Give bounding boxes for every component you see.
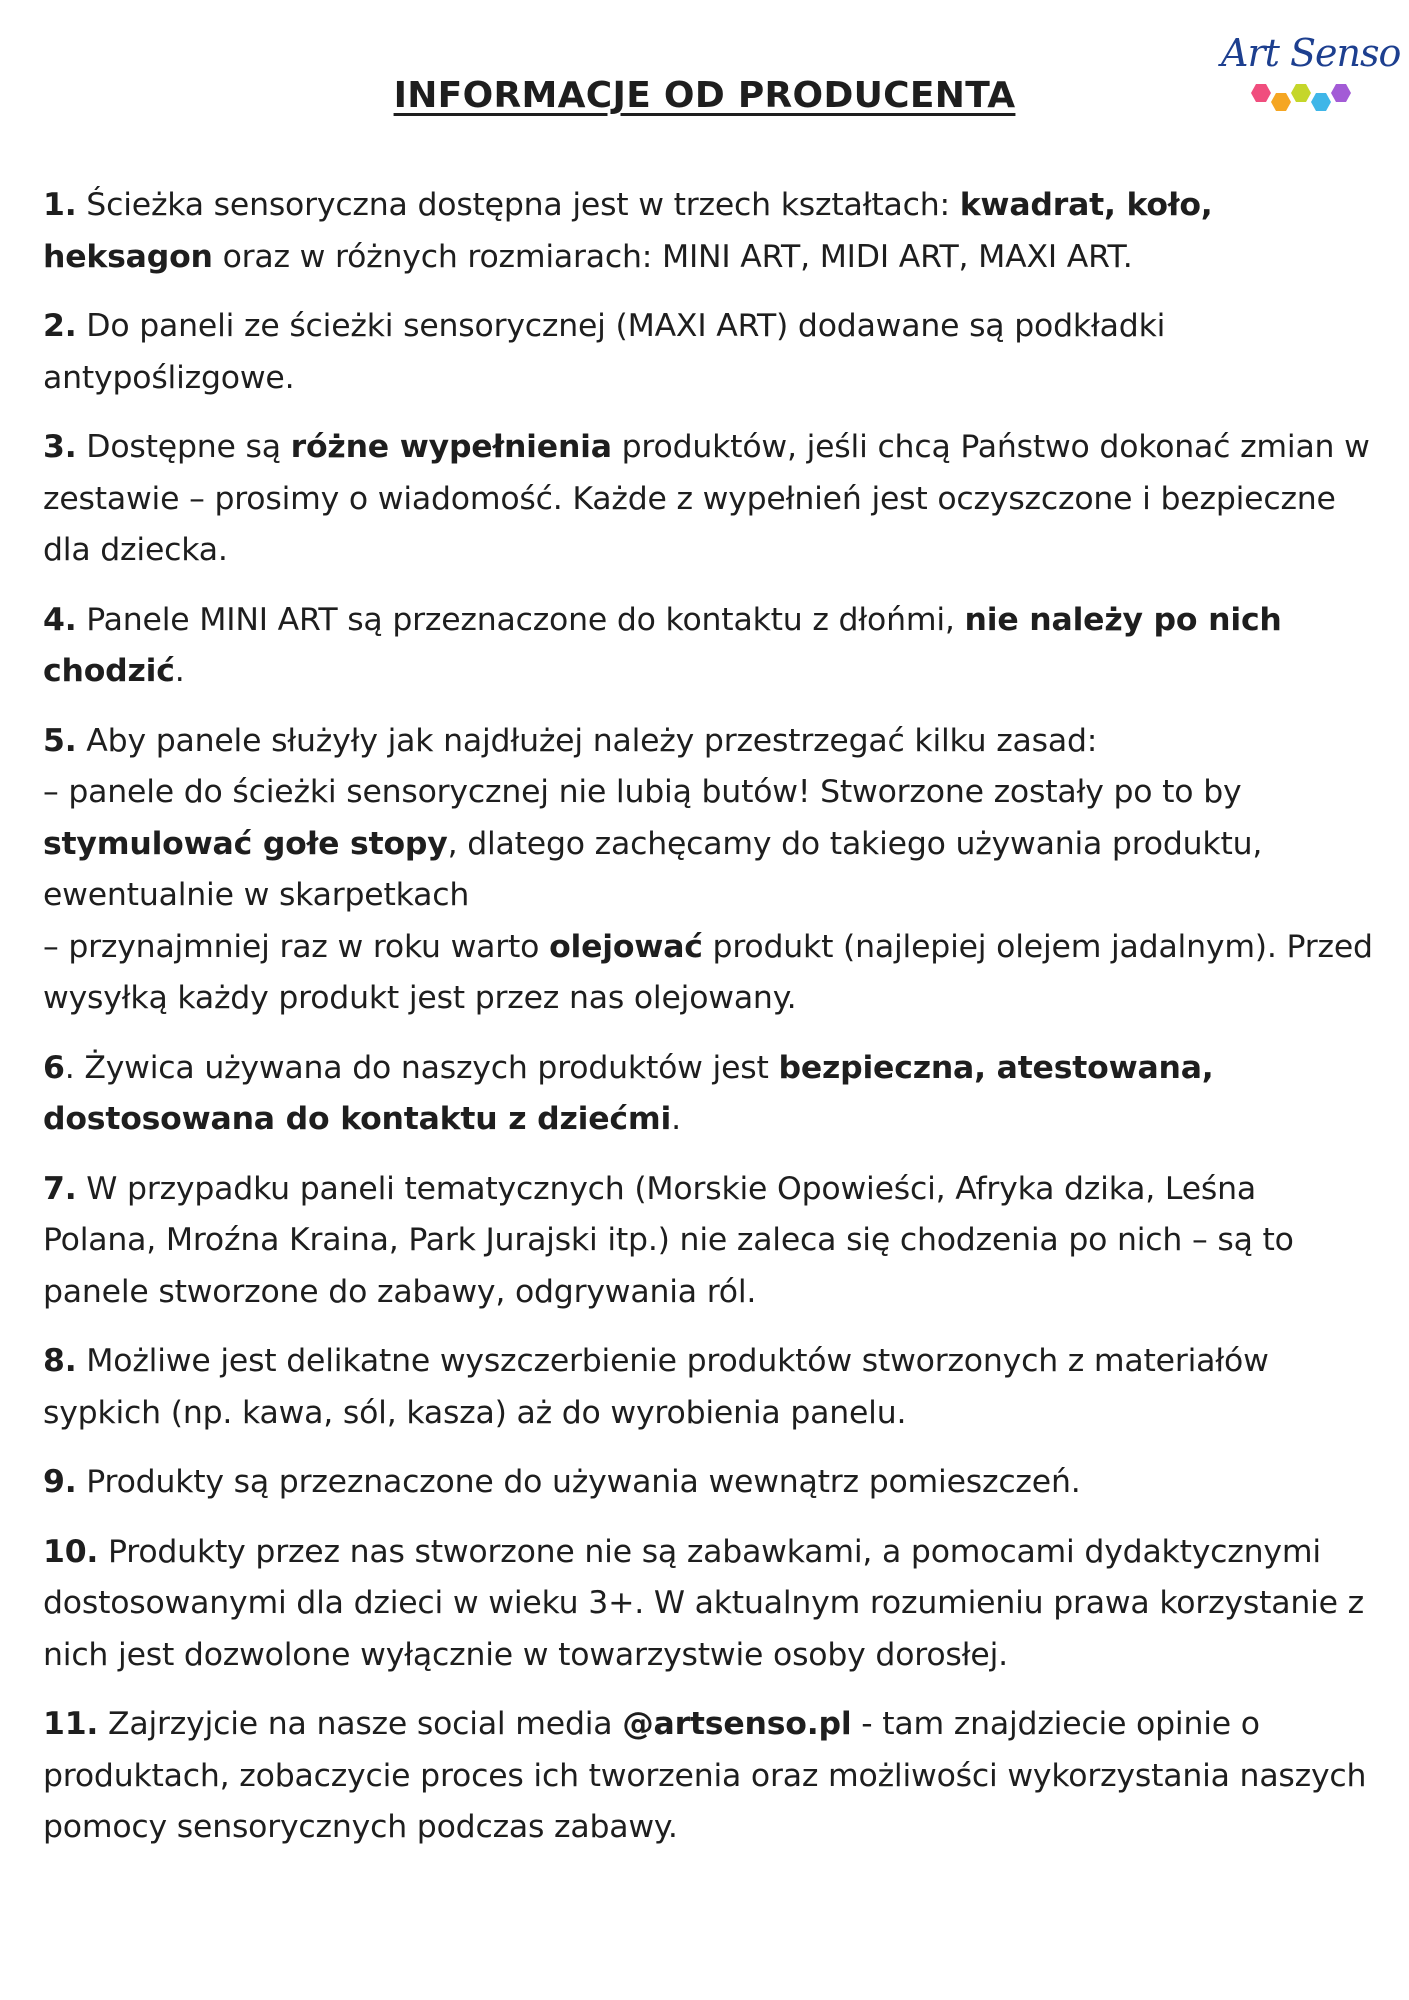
item-text: Produkty są przeznaczone do używania wewnątrz pomieszczeń. (76, 1464, 1081, 1500)
item-text-bold: kwadrat, koło, heksagon (43, 187, 1213, 275)
item-text-bold: bezpieczna, atestowana, dostosowana do kontaktu z dziećmi (43, 1049, 1214, 1137)
info-item-11 (43, 1699, 1373, 1854)
item-text-bold: różne wypełnienia (290, 429, 612, 465)
item-number: 1. (43, 187, 77, 223)
logo-wordmark: Art Senso (1221, 31, 1401, 75)
item-number: 5. (43, 722, 77, 759)
item-number: 3. (43, 429, 77, 465)
item-text: Aby panele służyły jak najdłużej należy przestrzegać kilku zasad: (76, 722, 1098, 759)
item-text: Panele MINI ART są przeznaczone do kontaktu z dłońmi, (76, 601, 965, 638)
info-item-6 (43, 1043, 1373, 1146)
info-item-2 (43, 301, 1373, 404)
item-number: 2. (43, 308, 77, 344)
info-item-10 (43, 1527, 1373, 1682)
item-text-bold: nie należy po nich chodzić (43, 601, 1282, 689)
item-text: Możliwe jest delikatne wyszczerbienie produktów stworzonych z materiałów sypkich (np. kawa, sól, kasza) aż do wyrobienia panelu. (43, 1343, 1269, 1431)
info-item-9 (43, 1457, 1373, 1509)
item-text: . (174, 653, 185, 689)
item-text: W przypadku paneli tematycznych (Morskie Opowieści, Afryka dzika, Leśna Polana, Mroźna Kraina, Park Jurajski itp.) nie zaleca się chodzenia po nich – są to panele stworzone do zabawy, odgrywania ról. (43, 1170, 1294, 1310)
item-text: produktów, jeśli chcą Państwo dokonać zmian w zestawie – prosimy o wiadomość. Każde z wypełnień jest oczyszczone i bezpieczne dla dziecka. (43, 429, 1370, 568)
item-number: 6 (43, 1049, 65, 1086)
info-item-7 (43, 1164, 1373, 1319)
item-text: oraz w różnych rozmiarach: MINI ART, MIDI ART, MAXI ART. (212, 238, 1133, 275)
item-number: 10. (43, 1533, 99, 1570)
item-text: – panele do ścieżki sensorycznej nie lubią butów! Stworzone zostały po to by (43, 774, 1242, 810)
info-item-3 (43, 422, 1373, 577)
item-text: Ścieżka sensoryczna dostępna jest w trzech kształtach: (76, 187, 960, 223)
item-number: 8. (43, 1343, 77, 1379)
item-number: 9. (43, 1464, 77, 1500)
item-text: - tam znajdziecie opinie o produktach, zobaczycie proces ich tworzenia oraz możliwości wykorzystania naszych pomocy sensorycznych podczas zabawy. (43, 1706, 1367, 1845)
page-title: INFORMACJE OD PRODUCENTA (393, 75, 1016, 116)
info-item-1 (43, 180, 1373, 283)
item-text: Produkty przez nas stworzone nie są zabawkami, a pomocami dydaktycznymi dostosowanymi dla dzieci w wieku 3+. W aktualnym rozumieniu prawa korzystanie z nich jest dozwolone wyłącznie w towarzystwie osoby dorosłej. (43, 1533, 1364, 1673)
item-text: Dostępne są (76, 429, 291, 465)
item-text-bold: stymulować gołe stopy (43, 825, 448, 862)
item-text: . (671, 1101, 681, 1137)
item-text: produkt (najlepiej olejem jadalnym). Przed wysyłką każdy produkt jest przez nas olejowany. (43, 928, 1373, 1016)
info-list (43, 180, 1373, 1872)
item-text: – przynajmniej raz w roku warto (43, 928, 550, 965)
item-text: Zajrzyjcie na nasze social media (98, 1706, 623, 1742)
item-number: 7. (43, 1170, 77, 1207)
item-text-bold: olejować (549, 928, 703, 965)
item-text-bold: @artsenso.pl (622, 1706, 852, 1742)
info-item-8 (43, 1336, 1373, 1439)
item-text: . Żywica używana do naszych produktów jest (64, 1049, 779, 1086)
item-text: , dlatego zachęcamy do takiego używania produktu, ewentualnie w skarpetkach (43, 825, 1263, 913)
info-item-4 (43, 595, 1373, 698)
item-text: Do paneli ze ścieżki sensorycznej (MAXI ART) dodawane są podkładki antypoślizgowe. (43, 308, 1166, 396)
item-number: 11. (43, 1706, 99, 1742)
item-number: 4. (43, 601, 77, 638)
info-item-5 (43, 716, 1373, 1025)
